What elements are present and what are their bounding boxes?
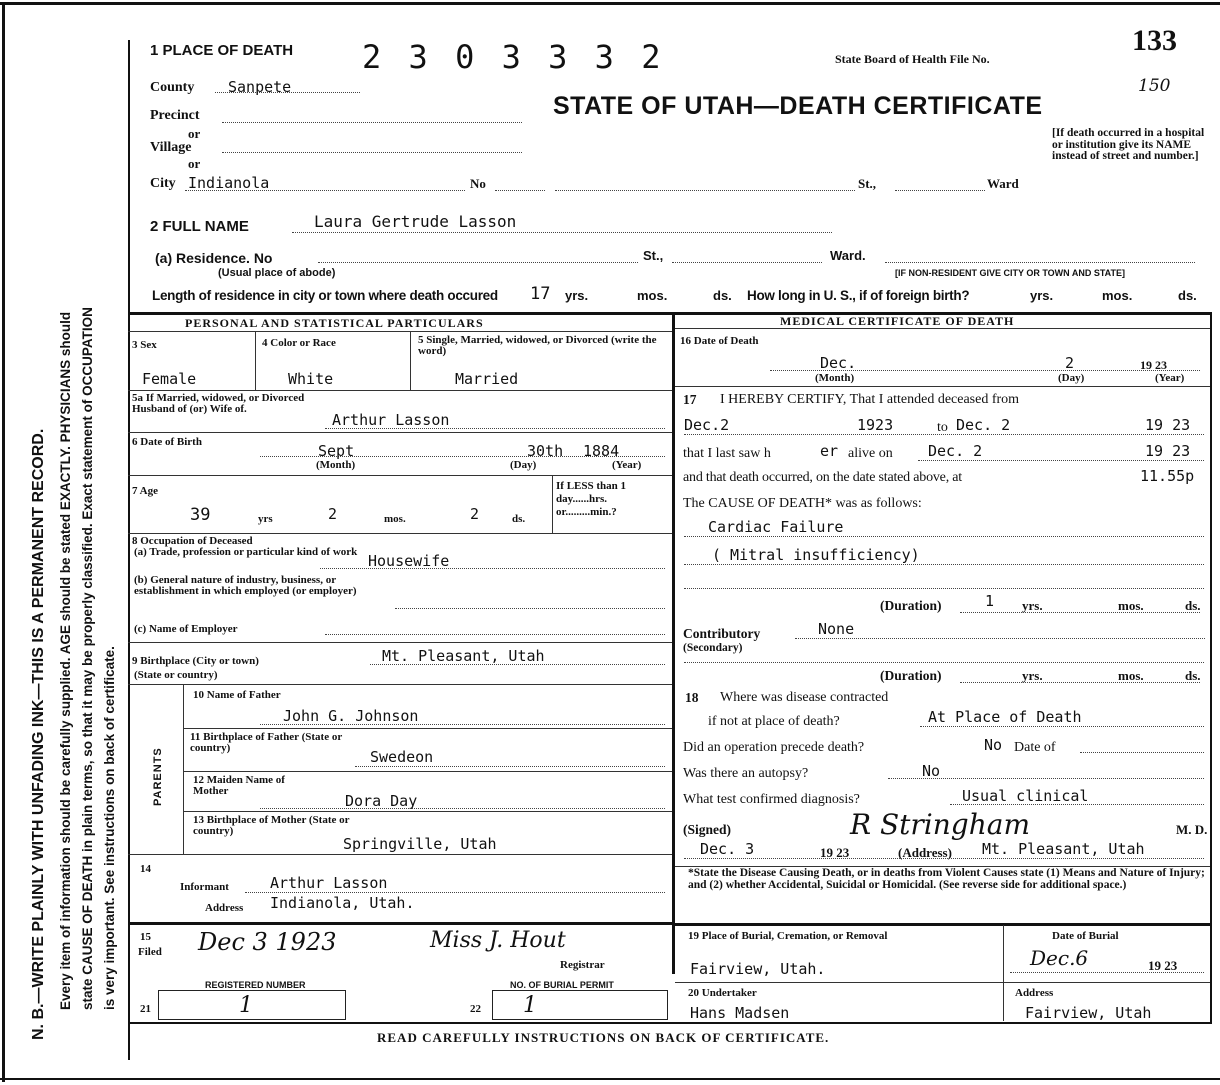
- length-yrs: yrs.: [565, 288, 589, 303]
- precinct-line: [222, 122, 522, 123]
- side-line-4: is very important. See instructions on back of certificate.: [102, 646, 117, 1010]
- autopsy-value: No: [922, 762, 941, 780]
- spouse-value: Arthur Lasson: [332, 411, 450, 429]
- row-rule-5: [128, 642, 672, 643]
- footer-rule: [128, 1022, 1212, 1024]
- local-number: 150: [1138, 76, 1171, 96]
- if-not-line: [920, 726, 1204, 727]
- informant-address-value: Indianola, Utah.: [270, 894, 415, 912]
- nonresident-note: [IF NON-RESIDENT GIVE CITY OR TOWN AND STATE]: [895, 268, 1126, 278]
- last-saw-label: that I last saw h: [683, 446, 771, 461]
- age-yrs-label: yrs: [258, 513, 273, 525]
- employer-label: (c) Name of Employer: [134, 623, 238, 635]
- sex-value: Female: [142, 370, 197, 388]
- dob-month-caption: (Month): [316, 459, 356, 471]
- side-line-1: N. B.—WRITE PLAINLY WITH UNFADING INK—THIS IS A PERMANENT RECORD.: [30, 428, 47, 1040]
- contributory-line: [795, 638, 1205, 639]
- row-rule-10: [128, 854, 672, 855]
- registered-number-label: REGISTERED NUMBER: [205, 980, 306, 990]
- dod-month-caption: (Month): [815, 372, 855, 384]
- undertaker-address: Fairview, Utah: [1025, 1004, 1152, 1022]
- date-of-label: Date of: [1014, 740, 1056, 755]
- burial-field-number: 22: [470, 1003, 481, 1015]
- test-value: Usual clinical: [962, 787, 1089, 805]
- burial-permit: 1: [523, 993, 537, 1018]
- file-no: 133: [1132, 24, 1177, 57]
- duration-yrs: yrs.: [1022, 598, 1043, 613]
- usual-abode-note: (Usual place of abode): [218, 267, 336, 279]
- file-no-label: State Board of Health File No.: [835, 52, 990, 66]
- residence-no-line: [318, 262, 638, 263]
- row-rule-4: [128, 533, 672, 534]
- contributory-sub-label: (Secondary): [683, 642, 743, 654]
- employer-line: [325, 634, 665, 635]
- or-label-1: or: [188, 126, 201, 141]
- contributory-line-2: [684, 662, 1204, 663]
- city-value: Indianola: [188, 174, 270, 192]
- city-label: City: [150, 176, 176, 191]
- dod-year-caption: (Year): [1155, 372, 1185, 384]
- burial-divider: [1003, 925, 1004, 1021]
- dod-day: 2: [1065, 354, 1075, 372]
- row-rule-9: [183, 811, 672, 812]
- occupation-label: 8 Occupation of Deceased: [132, 535, 253, 547]
- length-residence-value: 17: [530, 284, 551, 304]
- dod-month: Dec.: [820, 354, 857, 372]
- spouse-label: 5a If Married, widowed, or Divorced Husband of (or) Wife of.: [132, 392, 305, 415]
- informant-number: 14: [140, 863, 151, 875]
- age-months: 2: [328, 505, 338, 523]
- dob-day-caption: (Day): [510, 459, 537, 471]
- age-years: 39: [190, 505, 211, 525]
- if-not-value: At Place of Death: [928, 708, 1082, 726]
- section-top-rule: [128, 312, 1212, 315]
- cause-1: Cardiac Failure: [708, 518, 844, 536]
- row-rule-8: [183, 771, 672, 772]
- bottom-border: [0, 1078, 1220, 1080]
- medical-rule-1: [675, 386, 1210, 387]
- residence-st-line: [672, 262, 822, 263]
- document-title: STATE OF UTAH—DEATH CERTIFICATE: [553, 92, 1043, 120]
- burial-place-label: 19 Place of Burial, Cremation, or Removal: [688, 930, 888, 942]
- footnote: *State the Disease Causing Death, or in deaths from Violent Causes state (1) Means and Nature of Injury; and (2) whether Accidental, Suicidal or Homicidal. (See reverse side for additional space.): [688, 867, 1205, 891]
- birthplace-label: 9 Birthplace (City or town): [132, 655, 259, 667]
- filed-number: 15: [140, 931, 151, 943]
- parents-divider: [183, 684, 184, 854]
- attended-line: [684, 434, 1204, 435]
- attended-to-date: Dec. 2: [956, 416, 1011, 434]
- birthplace-value: Mt. Pleasant, Utah: [382, 647, 545, 665]
- sex-label: 3 Sex: [132, 339, 157, 351]
- cause-line-3: [684, 588, 1204, 589]
- operation-label: Did an operation precede death?: [683, 740, 865, 755]
- duration-label: (Duration): [880, 598, 942, 613]
- top-border: [0, 2, 1220, 5]
- dob-month: Sept: [318, 442, 355, 460]
- duration-2-label: (Duration): [880, 668, 942, 683]
- row-rule-7: [183, 728, 672, 729]
- medical-rule-3: [675, 923, 1212, 926]
- date-of-line: [1080, 752, 1204, 753]
- birthplace-sub-label: (State or country): [134, 669, 218, 681]
- registered-number-box: [158, 990, 346, 1020]
- burial-date-line: [1010, 972, 1204, 973]
- less-divider: [552, 475, 553, 533]
- signed-line: [684, 858, 1204, 859]
- age-mos-label: mos.: [384, 513, 406, 525]
- village-label: Village: [150, 140, 192, 155]
- place-of-death-label: 1 PLACE OF DEATH: [150, 42, 294, 59]
- left-heading-rule: [128, 331, 672, 332]
- row-rule-3: [128, 475, 672, 476]
- alive-year: 19 23: [1145, 442, 1191, 460]
- form-left-border: [128, 40, 130, 1060]
- duration-2-yrs: yrs.: [1022, 668, 1043, 683]
- us-residence-label: How long in U. S., if of foreign birth?: [747, 288, 970, 303]
- registrar-label: Registrar: [560, 959, 605, 971]
- city-no-line: [495, 190, 545, 191]
- or-label-2: or: [188, 156, 201, 171]
- cause-line-1: [684, 536, 1204, 537]
- registrar-signature: Miss J. Hout: [430, 928, 566, 953]
- dod-day-caption: (Day): [1058, 372, 1085, 384]
- birthplace-line: [370, 664, 665, 665]
- operation-value: No: [984, 736, 1003, 754]
- registered-field-number: 21: [140, 1003, 151, 1015]
- burial-year: 19 23: [1148, 958, 1178, 973]
- filed-date: Dec 3 1923: [198, 928, 337, 956]
- burial-permit-label: NO. OF BURIAL PERMIT: [510, 980, 614, 990]
- signed-date: Dec. 3: [700, 840, 755, 858]
- certify-text: I HEREBY CERTIFY, That I attended deceased from: [720, 392, 1020, 407]
- contributory-label: Contributory: [683, 626, 761, 641]
- age-label: 7 Age: [132, 485, 158, 497]
- dob-year-caption: (Year): [612, 459, 642, 471]
- county-value: Sanpete: [228, 78, 292, 96]
- attended-to-label: to: [937, 420, 948, 435]
- certify-number: 17: [683, 392, 697, 407]
- center-divider: [672, 314, 675, 974]
- duration-value: 1: [985, 592, 995, 610]
- duration-2-ds: ds.: [1185, 668, 1201, 683]
- city-ward-label: Ward: [987, 176, 1019, 191]
- row-rule-11: [128, 922, 675, 925]
- age-ds-label: ds.: [512, 513, 526, 525]
- certificate-number: 2 3 0 3 3 3 2: [362, 38, 665, 76]
- informant-address-label: Address: [205, 902, 244, 914]
- street-line: [555, 190, 855, 191]
- occupation-a-label: (a) Trade, profession or particular kind of work: [134, 546, 358, 558]
- occupation-a-value: Housewife: [368, 552, 450, 570]
- residence-ward-line: [885, 262, 1195, 263]
- row-rule-2: [128, 432, 672, 433]
- village-line: [222, 152, 522, 153]
- length-residence-label: Length of residence in city or town where death occured: [152, 288, 498, 303]
- county-label: County: [150, 80, 195, 95]
- residence-ward-label: Ward.: [830, 248, 866, 263]
- occupation-b-line: [395, 608, 665, 609]
- mother-label: 12 Maiden Name of Mother: [193, 774, 285, 797]
- md-label: M. D.: [1176, 822, 1208, 837]
- medical-rule-4: [675, 982, 1210, 983]
- autopsy-line: [888, 778, 1204, 779]
- sex-divider: [255, 332, 256, 390]
- alive-line: [918, 460, 1204, 461]
- test-label: What test confirmed diagnosis?: [683, 792, 860, 807]
- alive-date: Dec. 2: [928, 442, 983, 460]
- dod-year: 19 23: [1140, 358, 1167, 372]
- dob-year: 1884: [583, 442, 620, 460]
- city-no-label: No: [470, 176, 486, 191]
- us-yrs: yrs.: [1030, 288, 1054, 303]
- us-mos: mos.: [1102, 288, 1133, 303]
- signed-label: (Signed): [683, 822, 732, 837]
- marital-label: 5 Single, Married, widowed, or Divorced (write the word): [418, 334, 657, 357]
- less-than-label: If LESS than 1 day......hrs. or.........min.?: [556, 480, 627, 518]
- burial-permit-box: [492, 990, 668, 1020]
- residence-label: (a) Residence. No: [155, 250, 273, 266]
- duration-line: [960, 612, 1200, 613]
- dob-day: 30th: [527, 442, 564, 460]
- father-line: [260, 724, 665, 725]
- row-rule-6: [128, 684, 672, 685]
- color-divider: [410, 332, 411, 390]
- medical-heading: MEDICAL CERTIFICATE OF DEATH: [780, 314, 1015, 328]
- last-saw-her: er: [820, 442, 839, 460]
- age-days: 2: [470, 505, 480, 523]
- residence-st-label: St.,: [643, 248, 664, 263]
- burial-place-value: Fairview, Utah.: [690, 960, 826, 978]
- physician-address: Mt. Pleasant, Utah: [982, 840, 1145, 858]
- filed-label: Filed: [138, 946, 162, 958]
- mother-birthplace-label: 13 Birthplace of Mother (State or country): [193, 814, 350, 837]
- attended-to-year: 19 23: [1145, 416, 1191, 434]
- duration-ds: ds.: [1185, 598, 1201, 613]
- length-mos: mos.: [637, 288, 668, 303]
- side-line-3: state CAUSE OF DEATH in plain terms, so that it may be properly classified. Exact statement of OCCUPATION: [80, 307, 95, 1010]
- autopsy-label: Was there an autopsy?: [683, 766, 809, 781]
- duration-2-mos: mos.: [1118, 668, 1144, 683]
- if-not-label: if not at place of death?: [708, 714, 840, 729]
- undertaker-label: 20 Undertaker: [688, 987, 757, 999]
- father-birthplace-value: Swedeon: [370, 748, 434, 766]
- physician-signature: R Stringham: [850, 808, 1030, 841]
- us-ds: ds.: [1178, 288, 1197, 303]
- occurred-time: 11.55p: [1140, 467, 1195, 485]
- occupation-a-line: [320, 568, 665, 569]
- burial-date: Dec.6: [1030, 946, 1089, 970]
- hospital-note: [If death occurred in a hospital or institution give its NAME instead of street and number.]: [1052, 127, 1205, 162]
- physician-address-label: (Address): [898, 845, 952, 860]
- father-label: 10 Name of Father: [193, 689, 281, 701]
- parents-label: PARENTS: [152, 747, 164, 806]
- full-name-line: [292, 232, 832, 233]
- color-value: White: [288, 370, 334, 388]
- marital-value: Married: [455, 370, 519, 388]
- occupation-b-label: (b) General nature of industry, business, or establishment in which employed (or employer): [134, 574, 357, 597]
- row-rule-1: [128, 390, 672, 391]
- mother-line: [260, 808, 665, 809]
- test-line: [950, 804, 1204, 805]
- attended-from-date: Dec.2: [684, 416, 730, 434]
- occurred-label: and that death occurred, on the date stated above, at: [683, 470, 962, 485]
- precinct-label: Precinct: [150, 108, 200, 123]
- informant-value: Arthur Lasson: [270, 874, 388, 892]
- father-value: John G. Johnson: [283, 707, 419, 725]
- burial-date-label: Date of Burial: [1052, 930, 1119, 942]
- undertaker-address-label: Address: [1015, 987, 1054, 999]
- father-birthplace-label: 11 Birthplace of Father (State or country): [190, 731, 343, 754]
- personal-heading: PERSONAL AND STATISTICAL PARTICULARS: [185, 316, 484, 330]
- informant-line: [245, 892, 665, 893]
- side-line-2: Every item of information should be carefully supplied. AGE should be stated EXACTLY. PHYSICIANS should: [58, 311, 73, 1010]
- city-ward-line: [895, 190, 985, 191]
- full-name-value: Laura Gertrude Lasson: [314, 212, 517, 231]
- signed-year: 19 23: [820, 845, 850, 860]
- dod-label: 16 Date of Death: [680, 335, 759, 347]
- full-name-label: 2 FULL NAME: [150, 218, 249, 235]
- contributory-value: None: [818, 620, 855, 638]
- where-number: 18: [685, 690, 699, 705]
- right-border: [1210, 314, 1212, 1024]
- city-st-label: St.,: [858, 176, 877, 191]
- left-border: [2, 2, 5, 1082]
- color-label: 4 Color or Race: [262, 337, 336, 349]
- attended-from-year: 1923: [857, 416, 894, 434]
- informant-label: Informant: [180, 881, 229, 893]
- duration-mos: mos.: [1118, 598, 1144, 613]
- mother-value: Dora Day: [345, 792, 418, 810]
- alive-label: alive on: [848, 446, 893, 461]
- where-label: Where was disease contracted: [720, 690, 889, 705]
- undertaker-value: Hans Madsen: [690, 1004, 790, 1022]
- cause-label: The CAUSE OF DEATH* was as follows:: [683, 496, 922, 511]
- footer-instructions: READ CAREFULLY INSTRUCTIONS ON BACK OF CERTIFICATE.: [377, 1030, 830, 1045]
- cause-line-2: [684, 564, 1204, 565]
- registered-number: 1: [239, 993, 253, 1018]
- length-ds: ds.: [713, 288, 732, 303]
- duration-2-line: [960, 682, 1200, 683]
- father-birthplace-line: [355, 766, 665, 767]
- cause-2: ( Mitral insufficiency): [712, 546, 920, 564]
- dob-label: 6 Date of Birth: [132, 436, 202, 448]
- mother-birthplace-value: Springville, Utah: [343, 835, 497, 853]
